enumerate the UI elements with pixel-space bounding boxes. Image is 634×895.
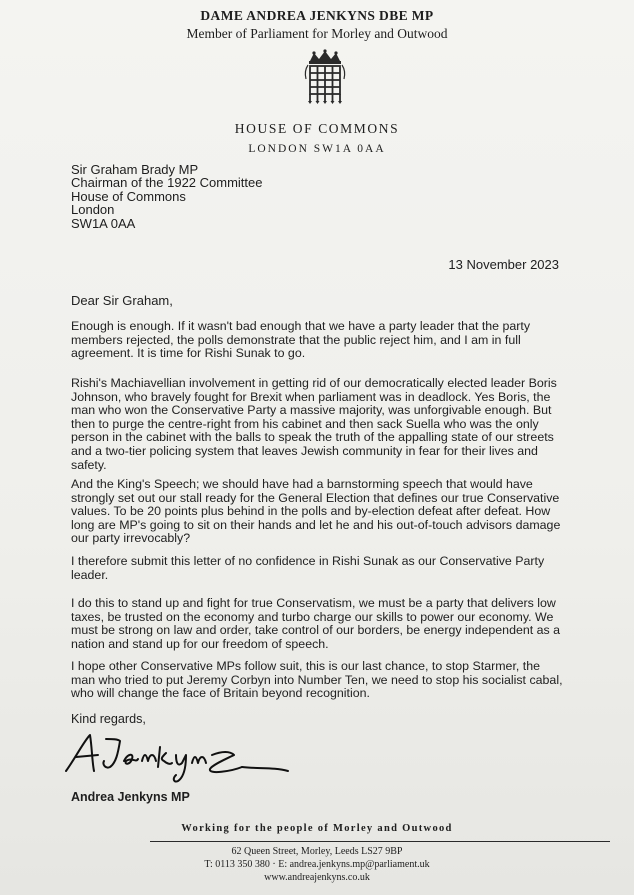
- letterhead-location: LONDON SW1A 0AA: [248, 143, 386, 155]
- body-paragraph: I hope other Conservative MPs follow suit, this is our last chance, to stop Starmer, the man who tried to put Jeremy Corbyn into Number Ten, we need to stop his socialist cabal, who will change the face of Britain beyond recognition.: [71, 659, 563, 701]
- footer-tagline: Working for the people of Morley and Outwood: [181, 823, 453, 834]
- footer-address: 62 Queen Street, Morley, Leeds LS27 9BP: [231, 846, 403, 857]
- recipient-line: London: [71, 202, 115, 218]
- letterhead-name: DAME ANDREA JENKYNS DBE MP: [200, 8, 434, 23]
- portcullis-icon: [302, 49, 348, 105]
- closing: Kind regards,: [71, 712, 146, 726]
- body-paragraph: Enough is enough. If it wasn't bad enough that we have a party leader that the party members rejected, the polls demonstrate that the public reject him, and I am in full agreement. It is time for Rishi Sunak to go.: [71, 319, 531, 361]
- recipient-line: Chairman of the 1922 Committee: [71, 175, 263, 191]
- letterhead-subtitle: Member of Parliament for Morley and Outwood: [186, 26, 448, 41]
- handwritten-signature: [62, 727, 292, 789]
- letter-date: 13 November 2023: [448, 257, 559, 272]
- footer-contact: T: 0113 350 380 · E: andrea.jenkyns.mp@parliament.uk: [204, 859, 430, 870]
- recipient-line: Sir Graham Brady MP: [71, 162, 199, 177]
- recipient-line: SW1A 0AA: [71, 215, 136, 231]
- salutation: Dear Sir Graham,: [71, 293, 173, 308]
- footer-divider: [150, 841, 610, 842]
- body-paragraph: I do this to stand up and fight for true Conservatism, we must be a party that delivers low taxes, be trusted on the economy and turbo charge our skills to power our economy. We must be strong on law and order, take control of our borders, be energy independent as a nation and stand up for our freedom of speech.: [71, 596, 561, 651]
- recipient-line: House of Commons: [71, 188, 186, 204]
- footer-website: www.andreajenkyns.co.uk: [264, 872, 370, 883]
- body-paragraph: Rishi's Machiavellian involvement in getting rid of our democratically elected leader Boris Johnson, who bravely fought for Brexit when parliament was in deadlock. Yes Boris, the man who won the Conservative Party a massive majority, was unforgivable enough. But then to purge the centre-right from his cabinet and then sack Suella who was the only person in the cabinet with the balls to speak the truth of the appalling state of our streets and a two-tier policing system that leaves Jewish community in fear for their lives and safety.: [71, 376, 557, 472]
- body-paragraph: I therefore submit this letter of no confidence in Rishi Sunak as our Conservative Party leader.: [71, 554, 545, 582]
- body-paragraph: And the King's Speech; we should have had a barnstorming speech that would have strongly set out our stall ready for the General Election that defines our true Conservative values. To be 20 points plus behind in the polls and by-election defeat after defeat. How long are MP's going to sit on their hands and let he and his out-of-touch advisors damage our party irrevocably?: [71, 477, 561, 546]
- signatory-name: Andrea Jenkyns MP: [71, 790, 190, 804]
- letterhead-house: HOUSE OF COMMONS: [234, 121, 400, 136]
- recipient-address: [71, 163, 262, 230]
